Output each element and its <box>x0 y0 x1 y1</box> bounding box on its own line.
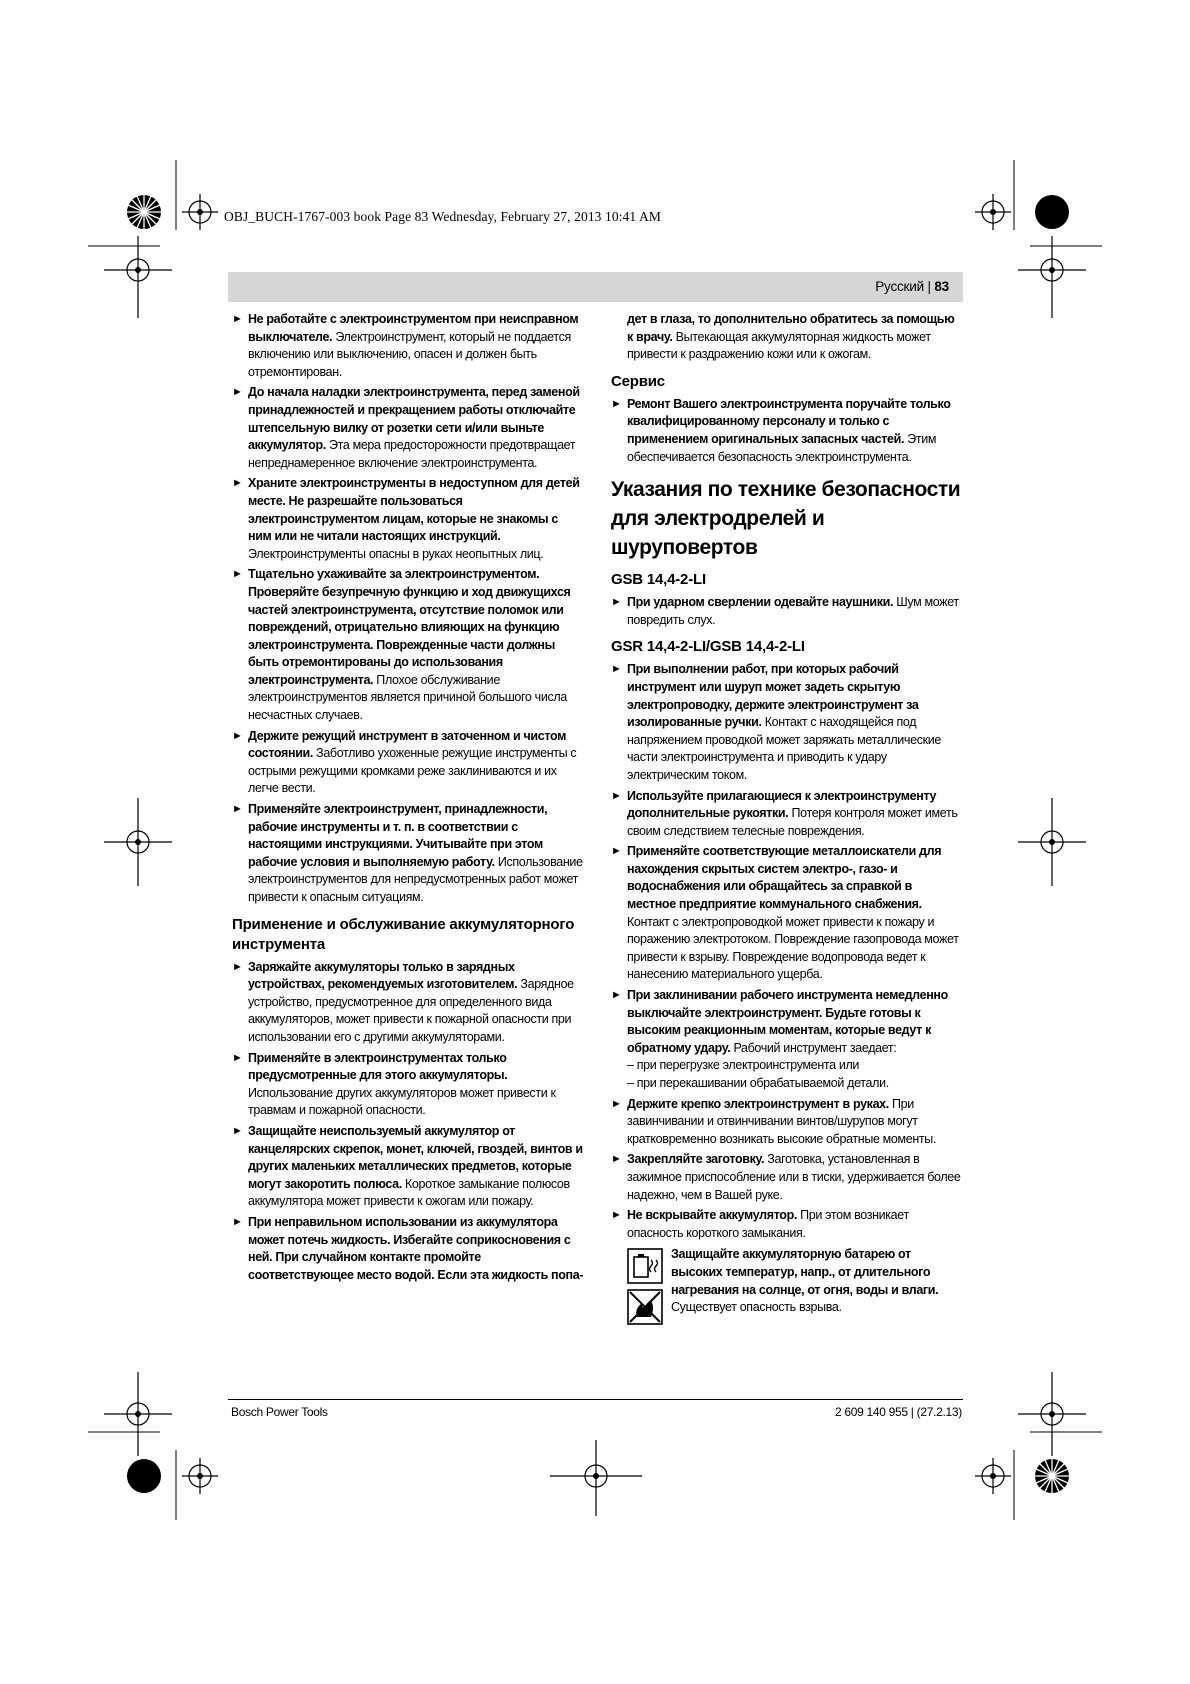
item-text: Зарядное устройство, предусмотренное для определенного вида аккумуляторов, может привести к пожарной опасности при использовании его с другими аккумуляторами. <box>248 977 574 1044</box>
main-heading: Указания по технике безопасности для электродрелей и шуруповертов <box>611 478 961 560</box>
list-item <box>611 788 963 841</box>
bullet-arrow-icon: ► <box>611 989 622 1002</box>
right-column <box>611 311 963 1328</box>
model-heading-gsb: GSB 14,4-2-LI <box>611 571 706 589</box>
item-bold: Защищайте неиспользуемый аккумулятор от канцелярских скрепок, монет, ключей, гвоздей, винтов и других маленьких металлических предметов, которые могут закоротить полюса. <box>248 1123 583 1191</box>
sub-item: – при перегрузке электроинструмента или <box>627 1058 860 1073</box>
header-separator: | <box>923 279 935 294</box>
bullet-arrow-icon: ► <box>611 1097 622 1110</box>
list-item <box>232 959 584 1047</box>
page-header <box>875 279 949 294</box>
item-text: Использование электроинструментов для непредусмотренных работ может привести к опасным ситуациям. <box>248 854 583 904</box>
item-bold: Применяйте в электроинструментах только предусмотренные для этого аккумуляторы. <box>248 1050 508 1083</box>
bullet-arrow-icon: ► <box>232 1215 243 1228</box>
item-bold: При заклинивании рабочего инструмента немедленно выключайте электроинструмент. Будьте готовы к высоким реакционным моментам, которые ведут к обратному удару. <box>627 988 948 1055</box>
item-text: Плохое обслуживание электроинструментов является причиной большого числа несчастных случаев. <box>248 672 567 723</box>
list-item <box>611 843 963 984</box>
battery-heat-warning-icon <box>627 1248 663 1284</box>
battery-warning <box>611 1246 963 1328</box>
list-item <box>232 475 584 563</box>
bullet-arrow-icon: ► <box>232 1124 243 1137</box>
bullet-arrow-icon: ► <box>611 397 622 410</box>
item-bold: Заряжайте аккумуляторы только в зарядных устройствах, рекомендуемых изготовителем. <box>248 959 518 992</box>
item-bold: Не вскрывайте аккумулятор. <box>627 1208 798 1223</box>
list-item <box>232 1050 584 1120</box>
bullet-arrow-icon: ► <box>611 596 622 609</box>
model-heading-gsr-gsb: GSR 14,4-2-LI/GSB 14,4-2-LI <box>611 638 805 656</box>
item-bold: Применяйте электроинструмент, принадлежности, рабочие инструменты и т. п. в соответствии с настоящими инструкциями. Учитывайте при этом рабочие условия и выполняемую работу. <box>248 802 548 869</box>
bullet-arrow-icon: ► <box>611 789 622 802</box>
bullet-arrow-icon: ► <box>232 386 243 399</box>
item-text: Этим обеспечивается безопасность электроинструмента. <box>627 431 937 464</box>
list-item <box>232 384 584 472</box>
item-text: Заботливо ухоженные режущие инструменты с острыми режущими кромками реже заклиниваются и их легче вести. <box>248 746 577 796</box>
left-column <box>232 311 584 1287</box>
footer-brand: Bosch Power Tools <box>231 1405 328 1419</box>
item-text: Шум может повредить слух. <box>627 595 959 627</box>
item-bold: Не работайте с электроинструментом при неисправном выключателе. <box>248 312 579 344</box>
bullet-arrow-icon: ► <box>232 803 243 816</box>
item-text: Потеря контроля может иметь своим следствием телесные повреждения. <box>627 806 958 838</box>
list-item <box>611 1151 963 1204</box>
section-heading-service: Сервис <box>611 372 665 390</box>
list-item <box>611 396 963 466</box>
item-bold: При неправильном использовании из аккумулятора может потечь жидкость. Избегайте соприкосновения с ней. При случайном контакте промойте соответствующее место водой. Если эта жидкость попа- <box>248 1214 584 1282</box>
list-item <box>611 987 963 1093</box>
bullet-arrow-icon: ► <box>232 477 243 490</box>
item-bold: дет в глаза, то дополнительно обратитесь за помощью к врачу. <box>627 312 955 344</box>
warning-bold: Защищайте аккумуляторную батарею от высоких температур, напр., от длительного нагревания на солнце, от огня, воды и влаги. <box>671 1247 939 1297</box>
bullet-arrow-icon: ► <box>611 845 622 858</box>
print-slug-line: OBJ_BUCH-1767-003 book Page 83 Wednesday, February 27, 2013 10:41 AM <box>224 209 661 224</box>
bullet-arrow-icon: ► <box>232 1051 243 1064</box>
page-number: 83 <box>934 279 949 294</box>
list-item <box>232 801 584 907</box>
bullet-arrow-icon: ► <box>611 1153 622 1166</box>
item-bold: При ударном сверлении одевайте наушники. <box>627 595 894 610</box>
bullet-arrow-icon: ► <box>232 568 243 581</box>
warning-text: Существует опасность взрыва. <box>671 1300 842 1315</box>
list-item <box>232 1214 584 1284</box>
item-text: Рабочий инструмент заедает: <box>730 1040 897 1055</box>
list-item <box>232 728 584 798</box>
item-bold: Держите крепко электроинструмент в руках. <box>627 1096 889 1111</box>
list-item <box>611 594 963 629</box>
item-bold: При выполнении работ, при которых рабочий инструмент или шуруп может задеть скрытую электропроводку, держите электроинструмент за изолированные ручки. <box>627 662 919 730</box>
list-item <box>611 661 963 784</box>
item-bold: Закрепляйте заготовку. <box>627 1152 765 1167</box>
item-text: Электроинструмент, который не поддается включению или выключению, опасен и должен быть отремонтирован. <box>248 329 571 379</box>
section-heading-battery: Применение и обслуживание аккумуляторного инструмента <box>232 915 575 953</box>
item-text: При завинчивании и отвинчивании винтов/шурупов могут кратковременно возникать высокие обратные моменты. <box>627 1096 937 1146</box>
sub-item: – при перекашивании обрабатываемой детали. <box>627 1076 889 1090</box>
footer-doc-number: 2 609 140 955 | (27.2.13) <box>834 1405 962 1419</box>
header-language: Русский <box>875 279 924 294</box>
item-bold: Используйте прилагающиеся к электроинструменту дополнительные рукоятки. <box>627 788 937 821</box>
item-text: Контакт с электропроводкой может привести к пожару и поражению электротоком. Повреждение газопровода может привести к взрыву. Повреждение водопровода ведет к нанесению материального ущерба. <box>627 914 959 982</box>
list-item <box>232 566 584 724</box>
footer-divider <box>228 1399 963 1400</box>
item-text: Контакт с находящейся под напряжением проводкой может заряжать металлические части электроинструмента и приводить к удару электрическим током. <box>627 715 941 782</box>
item-bold: Применяйте соответствующие металлоискатели для нахождения скрытых систем электро-, газо- и водоснабжения или обращайтесь за справкой в местное предприятие коммунального снабжения. <box>627 844 942 912</box>
item-text: При этом возникает опасность короткого замыкания. <box>627 1208 909 1240</box>
item-text: Использование других аккумуляторов может привести к травмам и пожарной опасности. <box>248 1085 556 1118</box>
item-text: Электроинструменты опасны в руках неопытных лиц. <box>248 546 544 561</box>
item-text: Вытекающая аккумуляторная жидкость может привести к раздражению кожи или к ожогам. <box>627 329 931 362</box>
bullet-arrow-icon: ► <box>611 1209 622 1222</box>
bullet-arrow-icon: ► <box>232 960 243 973</box>
item-text: Заготовка, установленная в зажимное приспособление или в тиски, удерживается более надежно, чем в Вашей руке. <box>627 1152 961 1202</box>
no-fire-water-icon <box>627 1289 663 1325</box>
bullet-arrow-icon: ► <box>232 313 243 325</box>
list-item <box>232 1123 584 1211</box>
bullet-arrow-icon: ► <box>232 729 243 742</box>
item-bold: Храните электроинструменты в недоступном для детей месте. Не разрешайте пользоваться электроинструментом лицам, которые не знакомы с ним или не читали настоящих инструкций. <box>248 476 580 544</box>
item-bold: Тщательно ухаживайте за электроинструментом. Проверяйте безупречную функцию и ход движущихся частей электроинструмента, отсутствие поломок или повреждений, отрицательно влияющих на функцию электроинструмента. Поврежденные части должны быть отремонтированы до использования электроинструмента. <box>248 567 571 687</box>
list-item <box>611 1207 963 1242</box>
item-bold: До начала наладки электроинструмента, перед заменой принадлежностей и прекращением работы отключайте штепсельную вилку от розетки сети и/или выньте аккумулятор. <box>248 385 580 453</box>
list-item <box>611 1096 963 1149</box>
list-item-continuation <box>611 311 963 364</box>
bullet-arrow-icon: ► <box>611 663 622 676</box>
item-bold: Держите режущий инструмент в заточенном и чистом состоянии. <box>248 728 566 761</box>
page-header-bar <box>228 272 963 302</box>
list-item <box>232 311 584 381</box>
item-text: Эта мера предосторожности предотвращает непреднамеренное включение электроинструмента. <box>248 438 576 470</box>
item-text: Короткое замыкание полюсов аккумулятора может привести к ожогам или пожару. <box>248 1176 570 1209</box>
item-bold: Ремонт Вашего электроинструмента поручайте только квалифицированному персоналу и только с применением оригинальных запасных частей. <box>627 396 951 446</box>
